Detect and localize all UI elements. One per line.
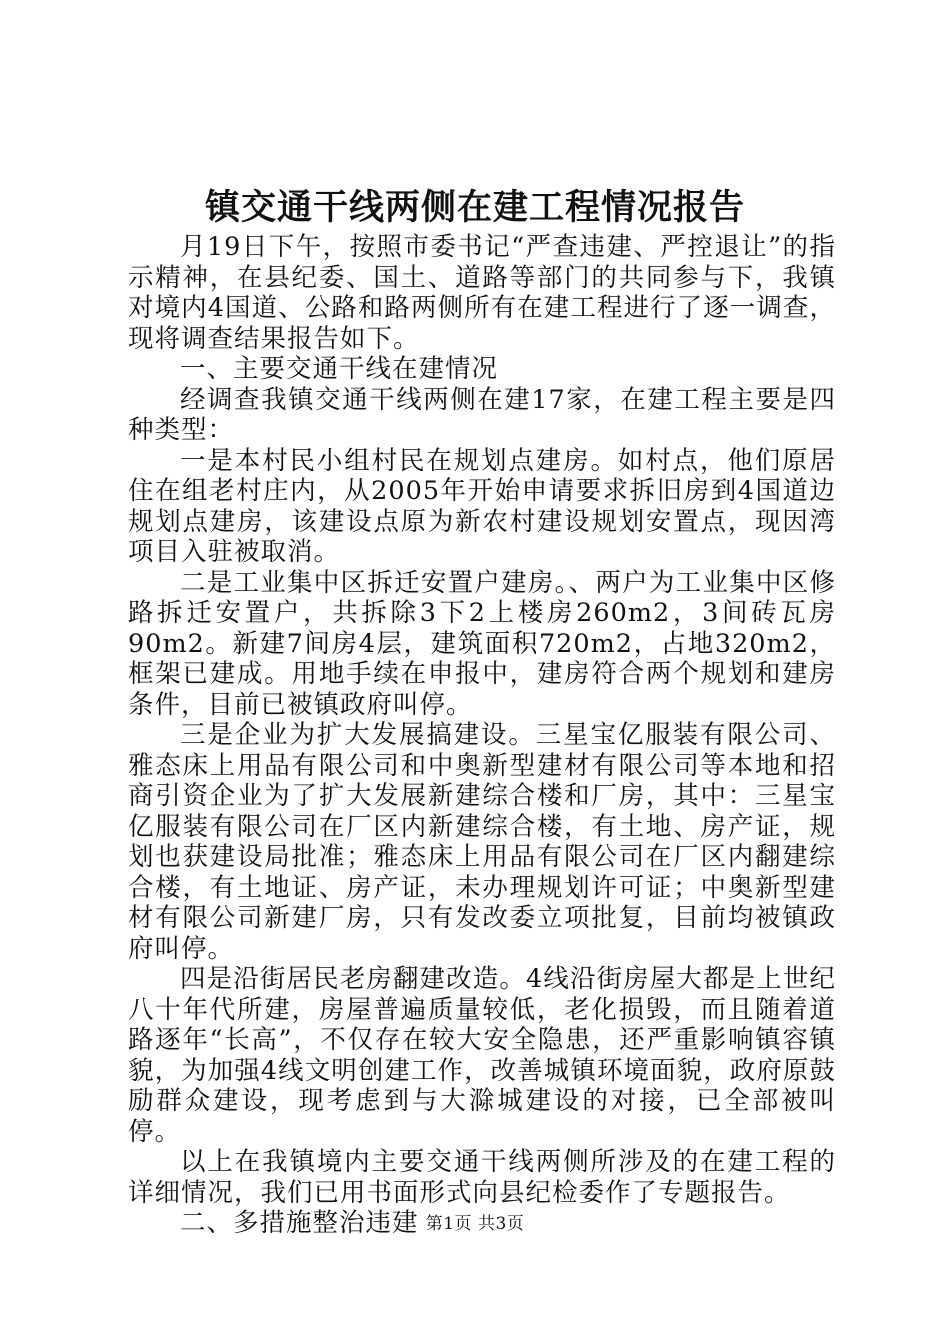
paragraph-conclusion: 以上在我镇境内主要交通干线两侧所涉及的在建工程的详细情况，我们已用书面形式向县纪检委作了专题报告。 xyxy=(128,1147,836,1208)
section-heading-2: 二、多措施整治违建 xyxy=(180,1208,419,1238)
paragraph-intro: 月19日下午，按照市委书记“严查违建、严控退让”的指示精神，在县纪委、国土、道路等部门的共同参与下，我镇对境内4国道、公路和路两侧所有在建工程进行了逐一调查，现将调查结果报告如下。 xyxy=(128,232,836,354)
document-body xyxy=(128,232,836,1239)
paragraph-type-1: 一是本村民小组村民在规划点建房。如村点，他们原居住在组老村庄内，从2005年开始申请要求拆旧房到4国道边规划点建房，该建设点原为新农村建设规划安置点，现因湾项目入驻被取消。 xyxy=(128,445,836,567)
paragraph-summary: 经调查我镇交通干线两侧在建17家，在建工程主要是四种类型： xyxy=(128,384,836,445)
document-title: 镇交通干线两侧在建工程情况报告 xyxy=(204,187,745,228)
paragraph-type-3: 三是企业为扩大发展搞建设。三星宝亿服装有限公司、雅态床上用品有限公司和中奥新型建材有限公司等本地和招商引资企业为了扩大发展新建综合楼和厂房，其中：三星宝亿服装有限公司在厂区内新建综合楼，有土地、房产证，规划也获建设局批准；雅态床上用品有限公司在厂区内翻建综合楼，有土地证、房产证，未办理规划许可证；中奥新型建材有限公司新建厂房，只有发改委立项批复，目前均被镇政府叫停。 xyxy=(128,720,836,964)
page-footer: 第1页 共3页 xyxy=(425,1214,525,1234)
paragraph-type-2: 二是工业集中区拆迁安置户建房。、两户为工业集中区修路拆迁安置户，共拆除3下2上楼房260m2，3间砖瓦房90m2。新建7间房4层，建筑面积720m2，占地320m2，框架已建成。用地手续在申报中，建房符合两个规划和建房条件，目前已被镇政府叫停。 xyxy=(128,567,836,720)
paragraph-type-4: 四是沿街居民老房翻建改造。4线沿街房屋大都是上世纪八十年代所建，房屋普遍质量较低，老化损毁，而且随着道路逐年“长高”，不仅存在较大安全隐患，还严重影响镇容镇貌，为加强4线文明创建工作，改善城镇环境面貌，政府原鼓励群众建设，现考虑到与大滁城建设的对接，已全部被叫停。 xyxy=(128,964,836,1147)
section-heading-1: 一、主要交通干线在建情况 xyxy=(180,354,499,384)
